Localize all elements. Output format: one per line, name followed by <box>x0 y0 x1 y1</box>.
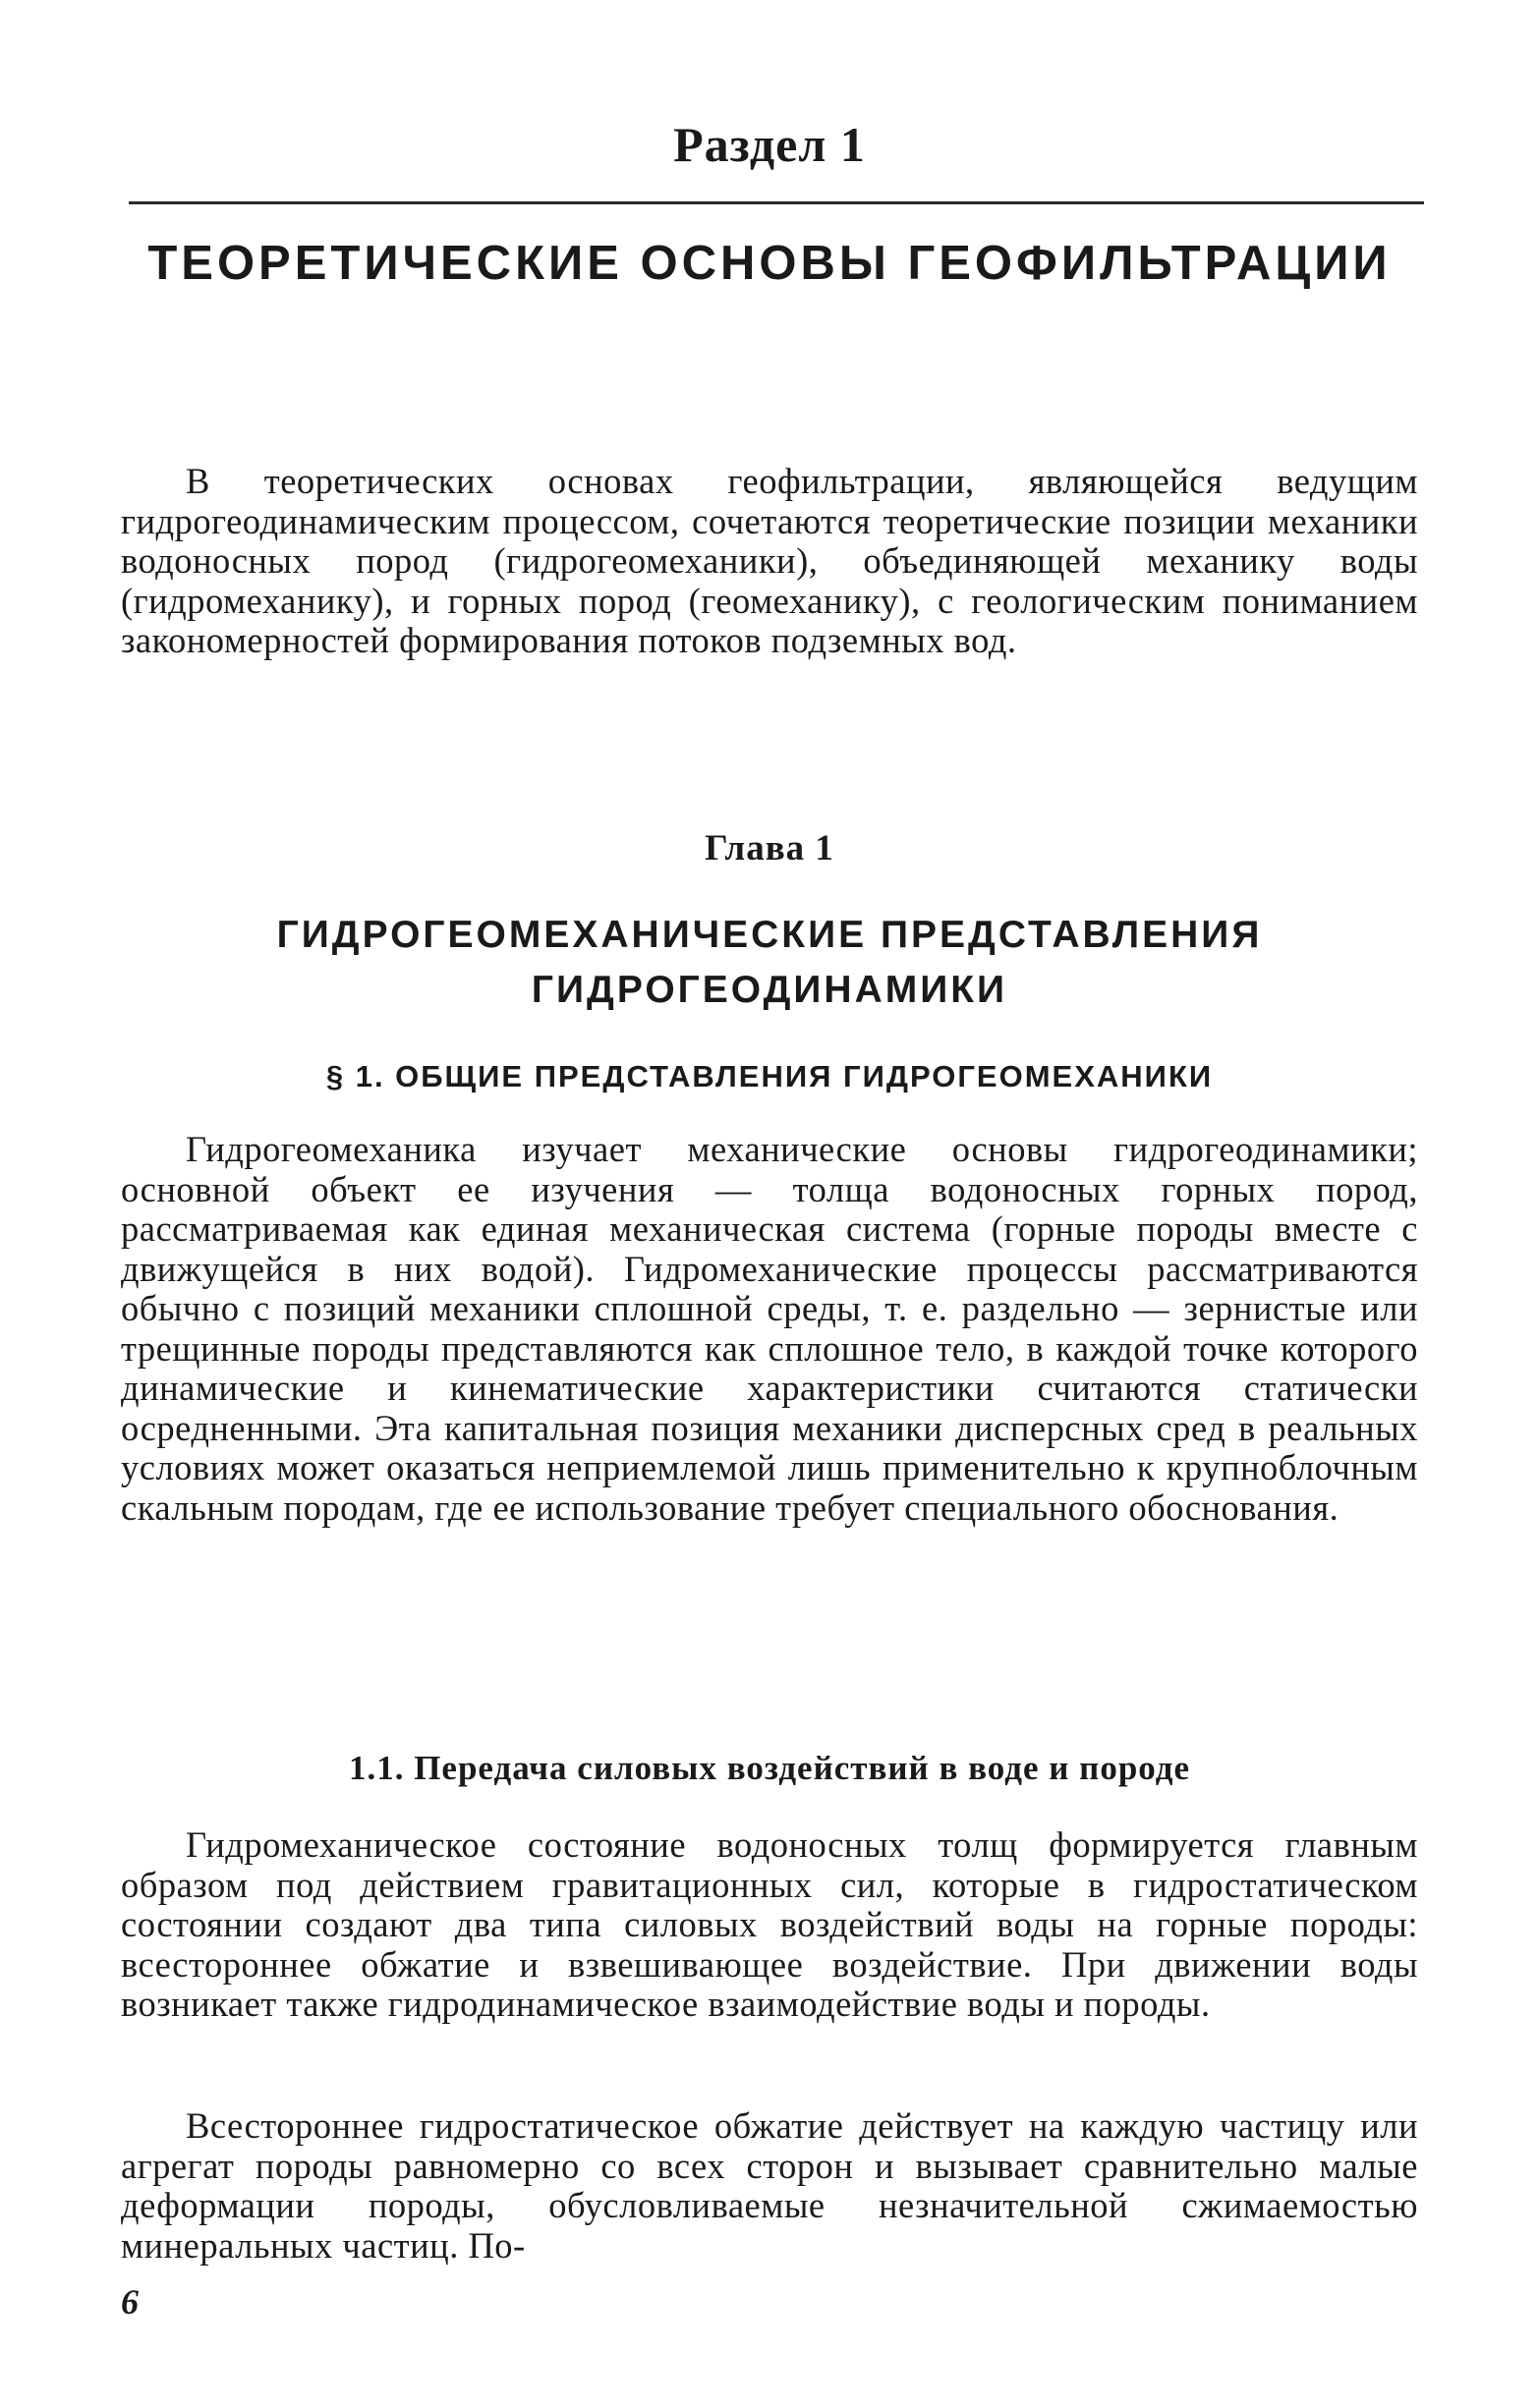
subsection-paragraph-2: Всестороннее гидростатическое обжатие действует на каждую частицу или агрегат породы равномерно со всех сторон и вызывает сравнительно малые деформации породы, обусловливаемые незначительной сжимаемостью минеральных частиц. По- <box>121 2105 1418 2266</box>
section-label: Раздел 1 <box>673 117 866 172</box>
chapter-title <box>121 908 1418 1018</box>
subsection-paragraph-1: Гидромеханическое состояние водоносных толщ формируется главным образом под действием гравитационных сил, которые в гидростатическом состоянии создают два типа силовых воздействий воды на горные породы: всестороннее обжатие и взвешивающее воздействие. При движении воды возникает также гидродинамическое взаимодействие воды и породы. <box>121 1824 1418 2024</box>
section-title: ТЕОРЕТИЧЕСКИЕ ОСНОВЫ ГЕОФИЛЬТРАЦИИ <box>147 237 1392 290</box>
paragraph-section-title: § 1. ОБЩИЕ ПРЕДСТАВЛЕНИЯ ГИДРОГЕОМЕХАНИКИ <box>325 1059 1214 1093</box>
chapter-title-line-2: ГИДРОГЕОДИНАМИКИ <box>531 969 1008 1011</box>
page-number: 6 <box>121 2282 139 2322</box>
document-page <box>121 0 1418 2408</box>
chapter-title-line-1: ГИДРОГЕОМЕХАНИЧЕСКИЕ ПРЕДСТАВЛЕНИЯ <box>276 914 1263 956</box>
section-divider <box>129 201 1424 204</box>
paragraph-section-body: Гидрогеомеханика изучает механические основы гидрогеодинамики; основной объект ее изучения — толща водоносных горных пород, рассматриваемая как единая механическая система (горные породы вместе с движущейся в них водой). Гидромеханические процессы рассматриваются обычно с позиций механики сплошной среды, т. е. раздельно — зернистые или трещинные породы представляются как сплошное тело, в каждой точке которого динамические и кинематические характеристики считаются статически осредненными. Эта капитальная позиция механики дисперсных сред в реальных условиях может оказаться неприемлемой лишь применительно к крупноблочным скальным породам, где ее использование требует специального обоснования. <box>121 1129 1418 1528</box>
section-intro-paragraph: В теоретических основах геофильтрации, являющейся ведущим гидрогеодинамическим процессом, сочетаются теоретические позиции механики водоносных пород (гидрогеомеханики), объединяющей механику воды (гидромеханику), и горных пород (геомеханику), с геологическим пониманием закономерностей формирования потоков подземных вод. <box>121 461 1418 660</box>
subsection-title: 1.1. Передача силовых воздействий в воде и породе <box>348 1749 1191 1787</box>
chapter-label: Глава 1 <box>705 828 834 868</box>
